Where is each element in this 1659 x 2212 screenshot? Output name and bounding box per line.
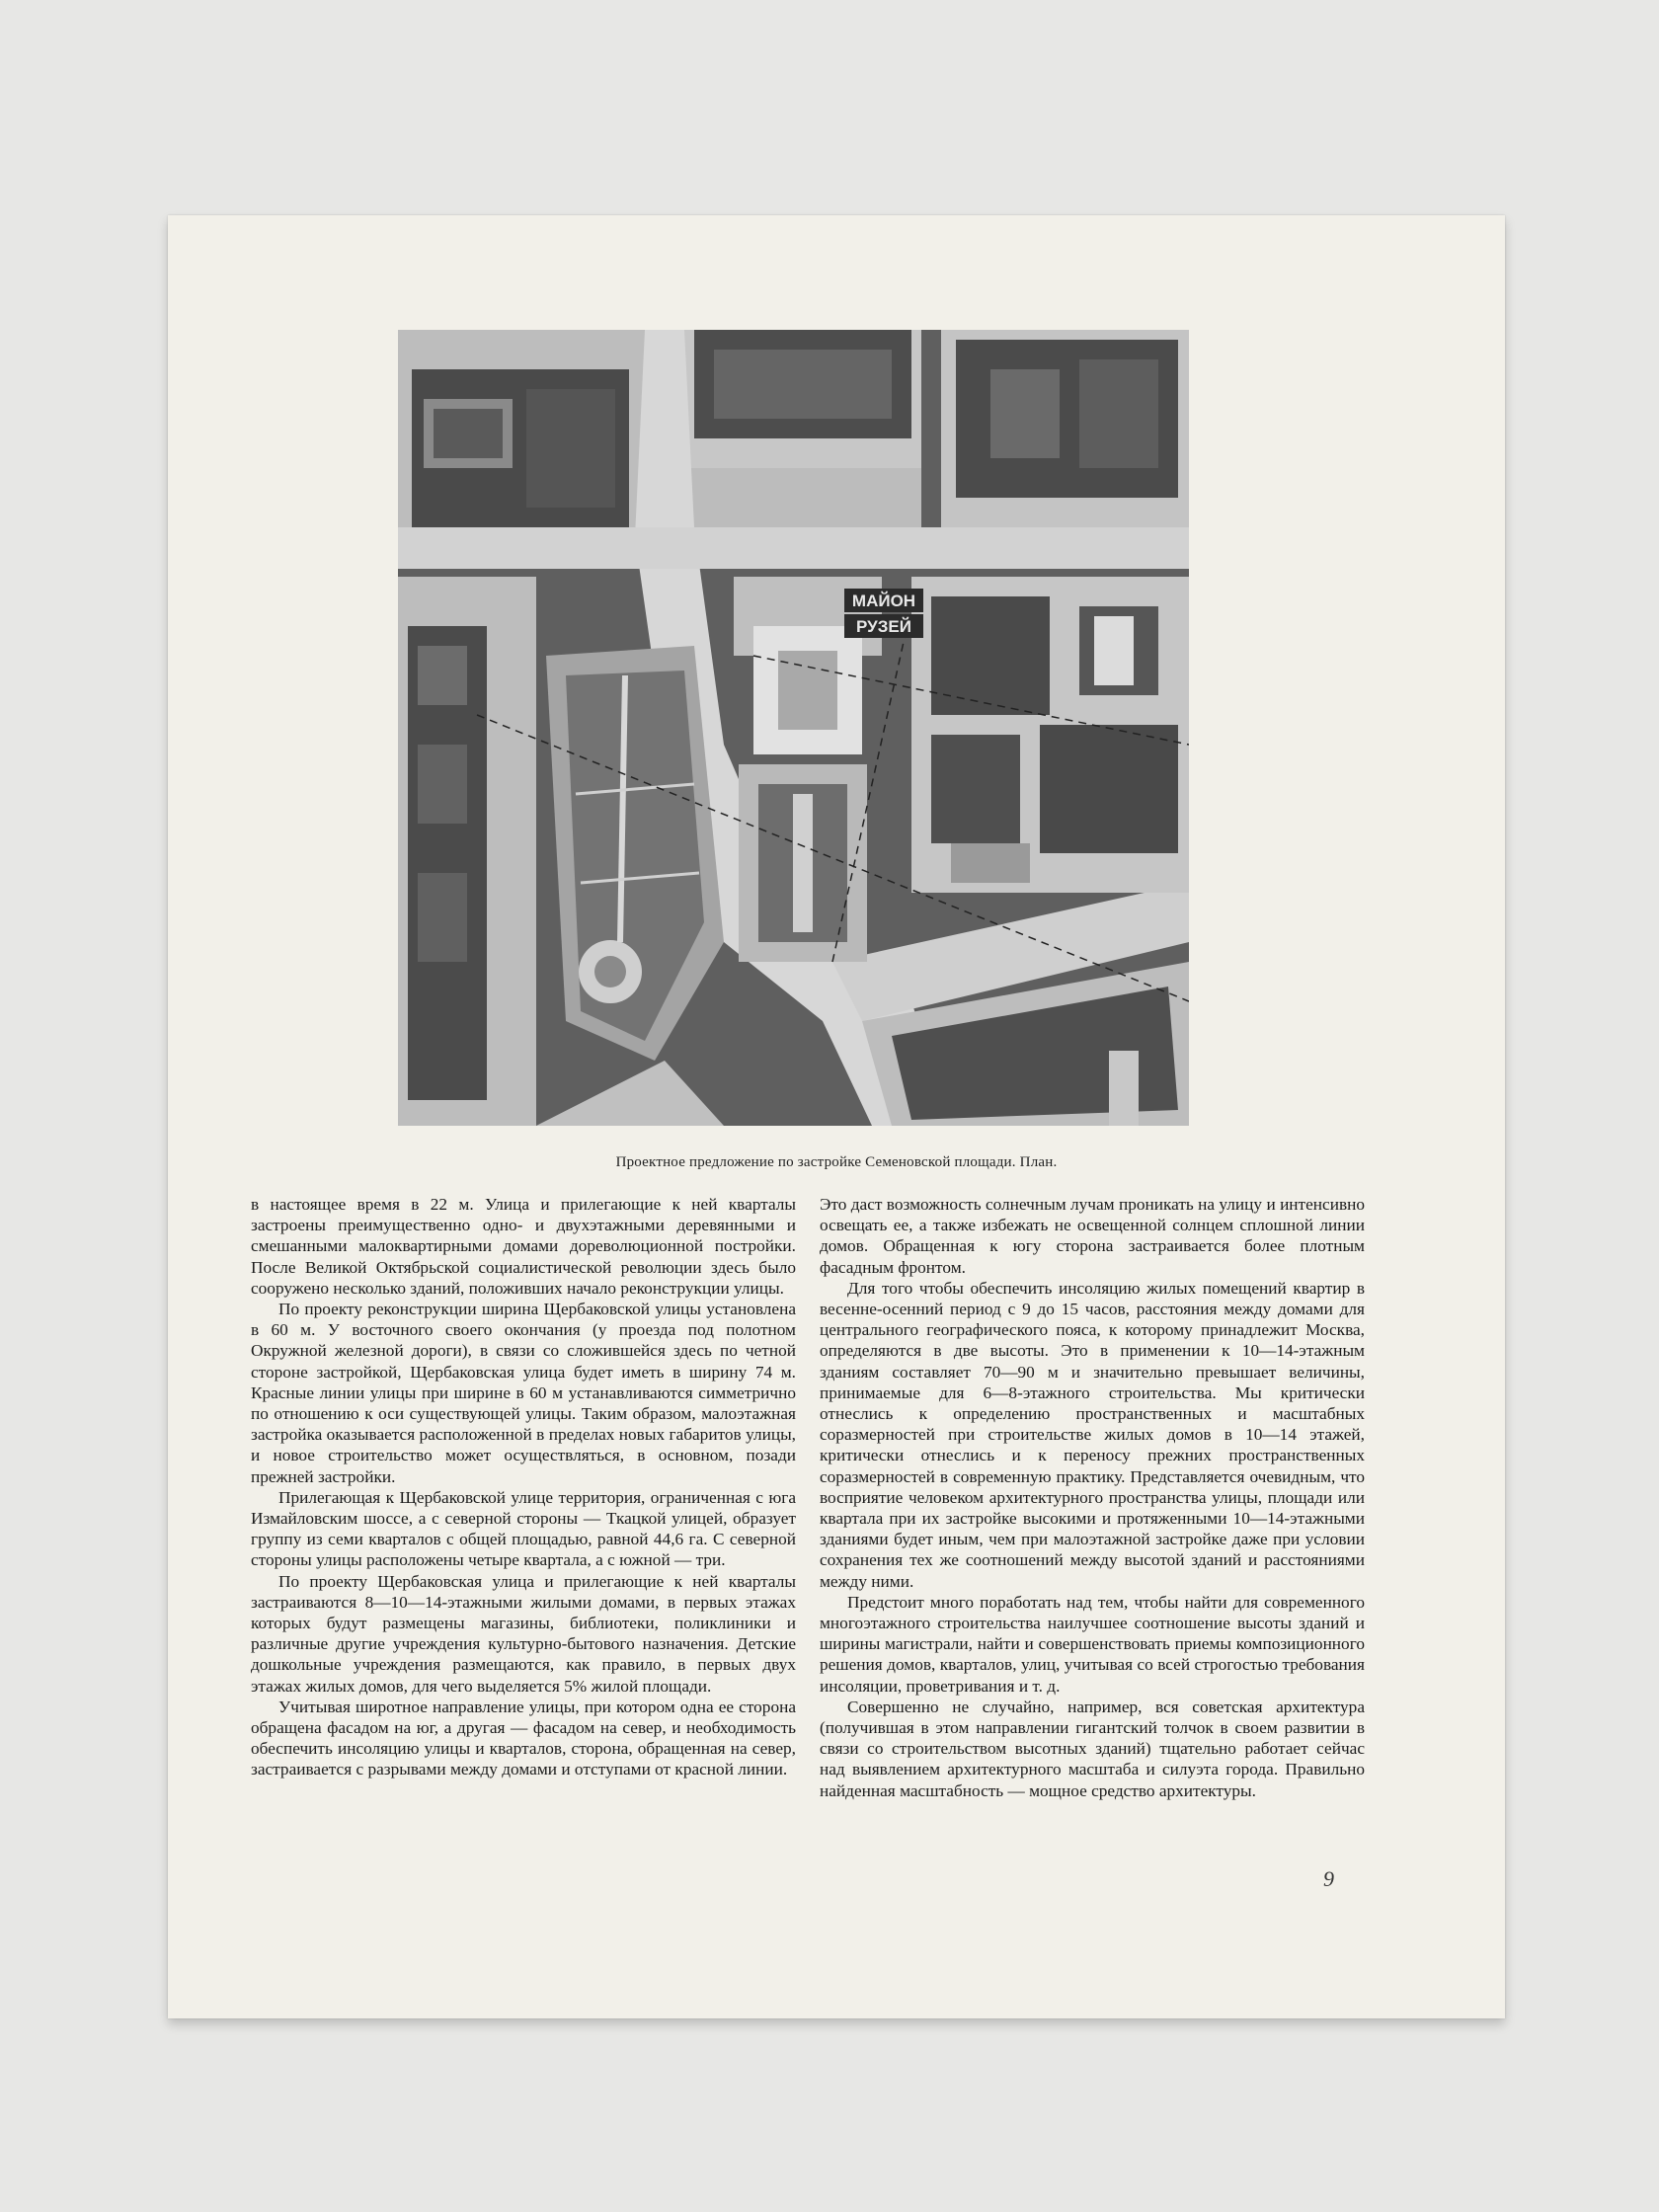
left-column <box>251 1194 796 1780</box>
paragraph: По проекту реконструкции ширина Щербаковской улицы установлена в 60 м. У восточного своего окончания (у проезда под полотном Окружной железной дороги), в связи со сложившейся здесь по четной стороне застройкой, Щербаковская улица будет иметь в ширину 74 м. Красные линии улицы при ширине в 60 м устанавливаются симметрично по отношению к оси существующей улицы. Таким образом, малоэтажная застройка оказывается расположенной в пределах новых габаритов улицы, и новое строительство может осуществляться, в основном, позади прежней застройки. <box>251 1300 796 1486</box>
paragraph: По проекту Щербаковская улица и прилегающие к ней кварталы застраиваются 8—10—14-этажными жилыми домами, в первых этажах которых будут размещены магазины, библиотеки, поликлиники и различные другие учреждения культурно-бытового назначения. Детские дошкольные учреждения размещаются, как правило, в первых двух этажах жилых домов, для чего выделяется 5% жилой площади. <box>251 1571 796 1696</box>
figure-caption: Проектное предложение по застройке Семеновской площади. План. <box>615 1154 1058 1170</box>
document-page <box>168 215 1505 2018</box>
page-number: 9 <box>1323 1866 1334 1891</box>
label-line-2: РУЗЕЙ <box>856 617 911 636</box>
paragraph: Предстоит много поработать над тем, чтобы найти для современного многоэтажного строительства наилучшее соотношение высоты зданий и ширины магистрали, найти и совершенствовать приемы композиционного решения домов, кварталов, улиц, учитывая со всей строгостью требования инсоляции, проветривания и т. д. <box>820 1592 1365 1696</box>
right-column <box>820 1194 1365 1801</box>
paragraph: Совершенно не случайно, например, вся советская архитектура (получившая в этом направлении гигантский толчок в своем развитии в связи со строительством высотных зданий) тщательно работает сейчас над выявлением архитектурного масштаба и силуэта города. Правильно найденная масштабность — мощное средство архитектуры. <box>820 1697 1365 1800</box>
paragraph: Учитывая широтное направление улицы, при котором одна ее сторона обращена фасадом на юг, а другая — фасадом на север, и необходимость обеспечить инсоляцию улицы и кварталов, сторона, обращенная на север, застраивается с разрывами между домами и отступами от красной линии. <box>251 1697 796 1779</box>
site-plan-image <box>398 330 1189 1126</box>
paragraph: Это даст возможность солнечным лучам проникать на улицу и интенсивно освещать ее, а также избежать не освещенной солнцем сплошной линии домов. Обращенная к югу сторона застраивается более плотным фасадным фронтом. <box>820 1195 1365 1277</box>
paragraph: в настоящее время в 22 м. Улица и прилегающие к ней кварталы застроены преимущественно одно- и двухэтажными деревянными и смешанными малоквартирными домами дореволюционной постройки. После Великой Октябрьской социалистической революции здесь было сооружено несколько зданий, положивших начало реконструкции улицы. <box>251 1195 796 1298</box>
paragraph: Для того чтобы обеспечить инсоляцию жилых помещений квартир в весенне-осенний период с 9 до 15 часов, расстояния между домами для центрального географического пояса, к которому принадлежит Москва, определяются в две высоты. Это в применении к 10—14-этажным зданиям составляет 70—90 м и значительно превышает величины, принимаемые для 6—8-этажного строительства. Мы критически отнеслись к определению пространственных и масштабных соразмерностей при строительстве жилых домов в 10—14 этажей, критически отнеслись и к переносу прежних пространственных соразмерностей в современную практику. Представляется очевидным, что восприятие человеком архитектурного пространства улицы, площади или квартала при их застройке высокими и протяженными 10—14-этажными зданиями будет иным, чем при малоэтажной застройке даже при условии сохранения тех же соотношений между высотой зданий и расстояниями между ними. <box>820 1278 1365 1591</box>
aerial-plan-photo <box>398 330 1189 1126</box>
label-line-1: МАЙОН <box>851 592 916 610</box>
paragraph: Прилегающая к Щербаковской улице территория, ограниченная с юга Измайловским шоссе, а с северной стороны — Ткацкой улицей, образует группу из семи кварталов с общей площадью, равной 44,6 га. С северной стороны улицы расположены четыре квартала, а с южной — три. <box>251 1487 796 1570</box>
